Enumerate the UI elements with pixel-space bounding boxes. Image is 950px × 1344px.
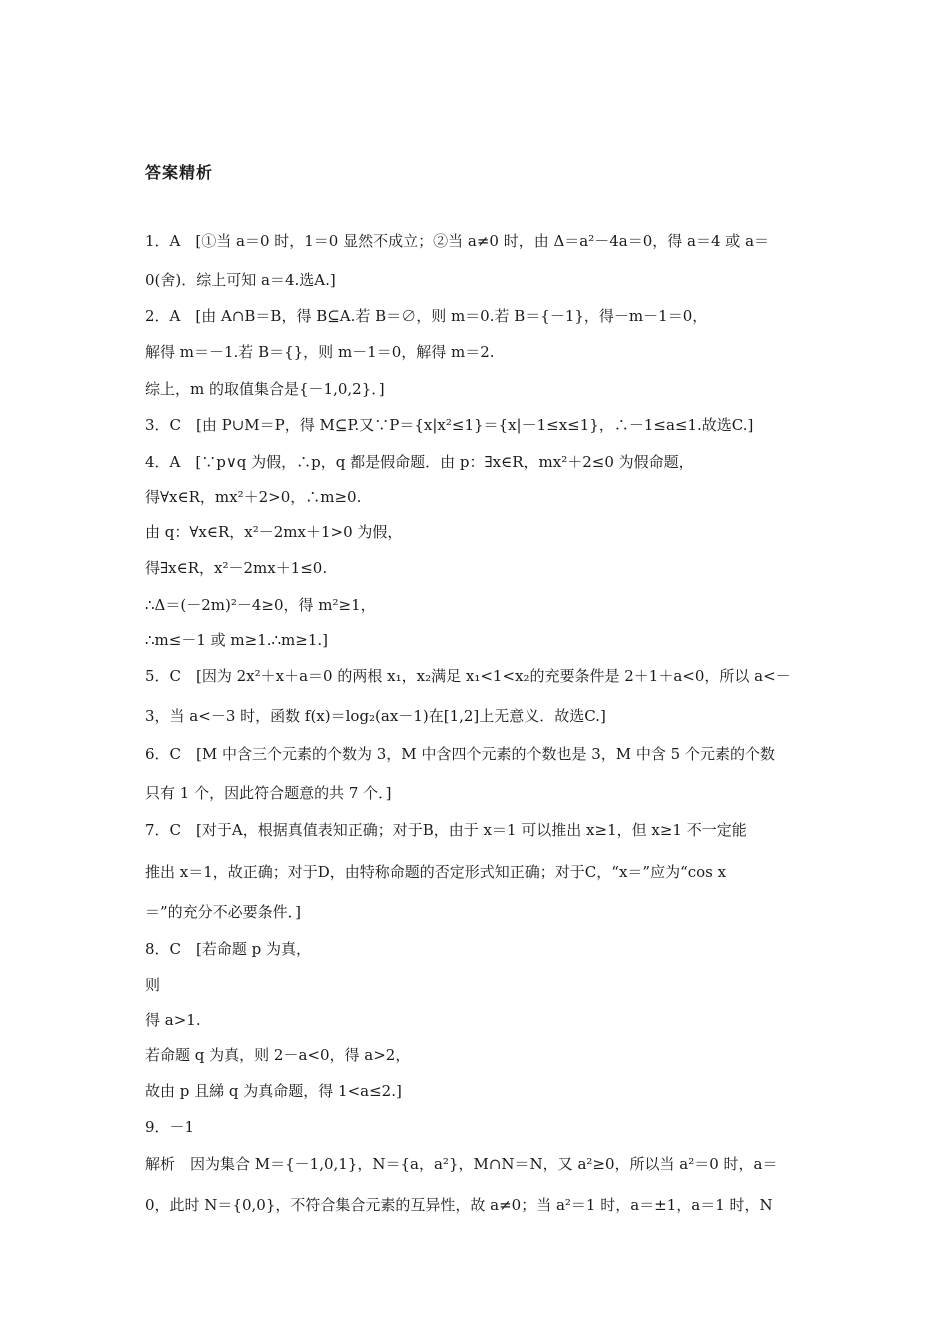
- text-line: ∴Δ＝(－2m)²－4≥0，得 m²≥1，: [145, 596, 376, 614]
- text-line: 7．C [对于A，根据真值表知正确；对于B，由于 x＝1 可以推出 x≥1，但 x≥1 不一定能: [145, 821, 747, 839]
- text-line: 3．C [由 P∪M＝P，得 M⊆P.又∵P＝{x|x²≤1}＝{x|－1≤x≤1}，∴－1≤a≤1.故选C.]: [145, 416, 754, 434]
- text-line: 故由 p 且綈 q 为真命题，得 1<a≤2.]: [145, 1082, 402, 1100]
- text-line: 若命题 q 为真，则 2－a<0，得 a>2，: [145, 1046, 411, 1064]
- text-line: 推出 x＝1，故正确；对于D，由特称命题的否定形式知正确；对于C，“x＝”应为“cos x: [145, 863, 727, 881]
- text-line: 0(舍)．综上可知 a＝4.选A.]: [145, 271, 336, 289]
- text-line: 1．A [①当 a＝0 时，1＝0 显然不成立；②当 a≠0 时，由 Δ＝a²－4a＝0，得 a＝4 或 a＝: [145, 232, 770, 250]
- text-line: 由 q：∀x∈R，x²－2mx＋1>0 为假，: [145, 523, 403, 541]
- text-line: 6．C [M 中含三个元素的个数为 3，M 中含四个元素的个数也是 3，M 中含 5 个元素的个数: [145, 745, 775, 763]
- text-line: 解析 因为集合 M＝{－1,0,1}，N＝{a，a²}，M∩N＝N，又 a²≥0，所以当 a²＝0 时，a＝: [145, 1155, 778, 1173]
- answer-heading: 答案精析: [145, 163, 214, 182]
- text-line: 得∀x∈R，mx²＋2>0，∴m≥0.: [145, 488, 362, 506]
- text-line: 9．－1: [145, 1118, 195, 1136]
- text-line: 只有 1 个，因此符合题意的共 7 个．]: [145, 784, 392, 802]
- text-line: 2．A [由 A∩B＝B，得 B⊆A.若 B＝∅，则 m＝0.若 B＝{－1}，得－m－1＝0，: [145, 307, 708, 325]
- text-line: 3，当 a<－3 时，函数 f(x)＝log₂(ax－1)在[1,2]上无意义．故选C.]: [145, 707, 606, 725]
- text-line: ∴m≤－1 或 m≥1.∴m≥1.]: [145, 631, 329, 649]
- text-line: ＝”的充分不必要条件．]: [145, 903, 302, 921]
- text-line: 得 a>1.: [145, 1011, 201, 1029]
- text-line: 得∃x∈R，x²－2mx＋1≤0.: [145, 559, 328, 577]
- text-line: 8．C [若命题 p 为真，: [145, 940, 312, 958]
- text-line: 综上，m 的取值集合是{－1,0,2}．]: [145, 380, 385, 398]
- text-line: 解得 m＝－1.若 B＝{}，则 m－1＝0，解得 m＝2.: [145, 343, 495, 361]
- text-line: 4．A [∵p∨q 为假，∴p，q 都是假命题．由 p：∃x∈R，mx²＋2≤0 为假命题，: [145, 453, 694, 471]
- text-line: 则: [145, 976, 161, 994]
- text-line: 0，此时 N＝{0,0}，不符合集合元素的互异性，故 a≠0；当 a²＝1 时，a＝±1，a＝1 时，N: [145, 1196, 773, 1214]
- text-line: 5．C [因为 2x²＋x＋a＝0 的两根 x₁，x₂满足 x₁<1<x₂的充要条件是 2＋1＋a<0，所以 a<－: [145, 667, 791, 685]
